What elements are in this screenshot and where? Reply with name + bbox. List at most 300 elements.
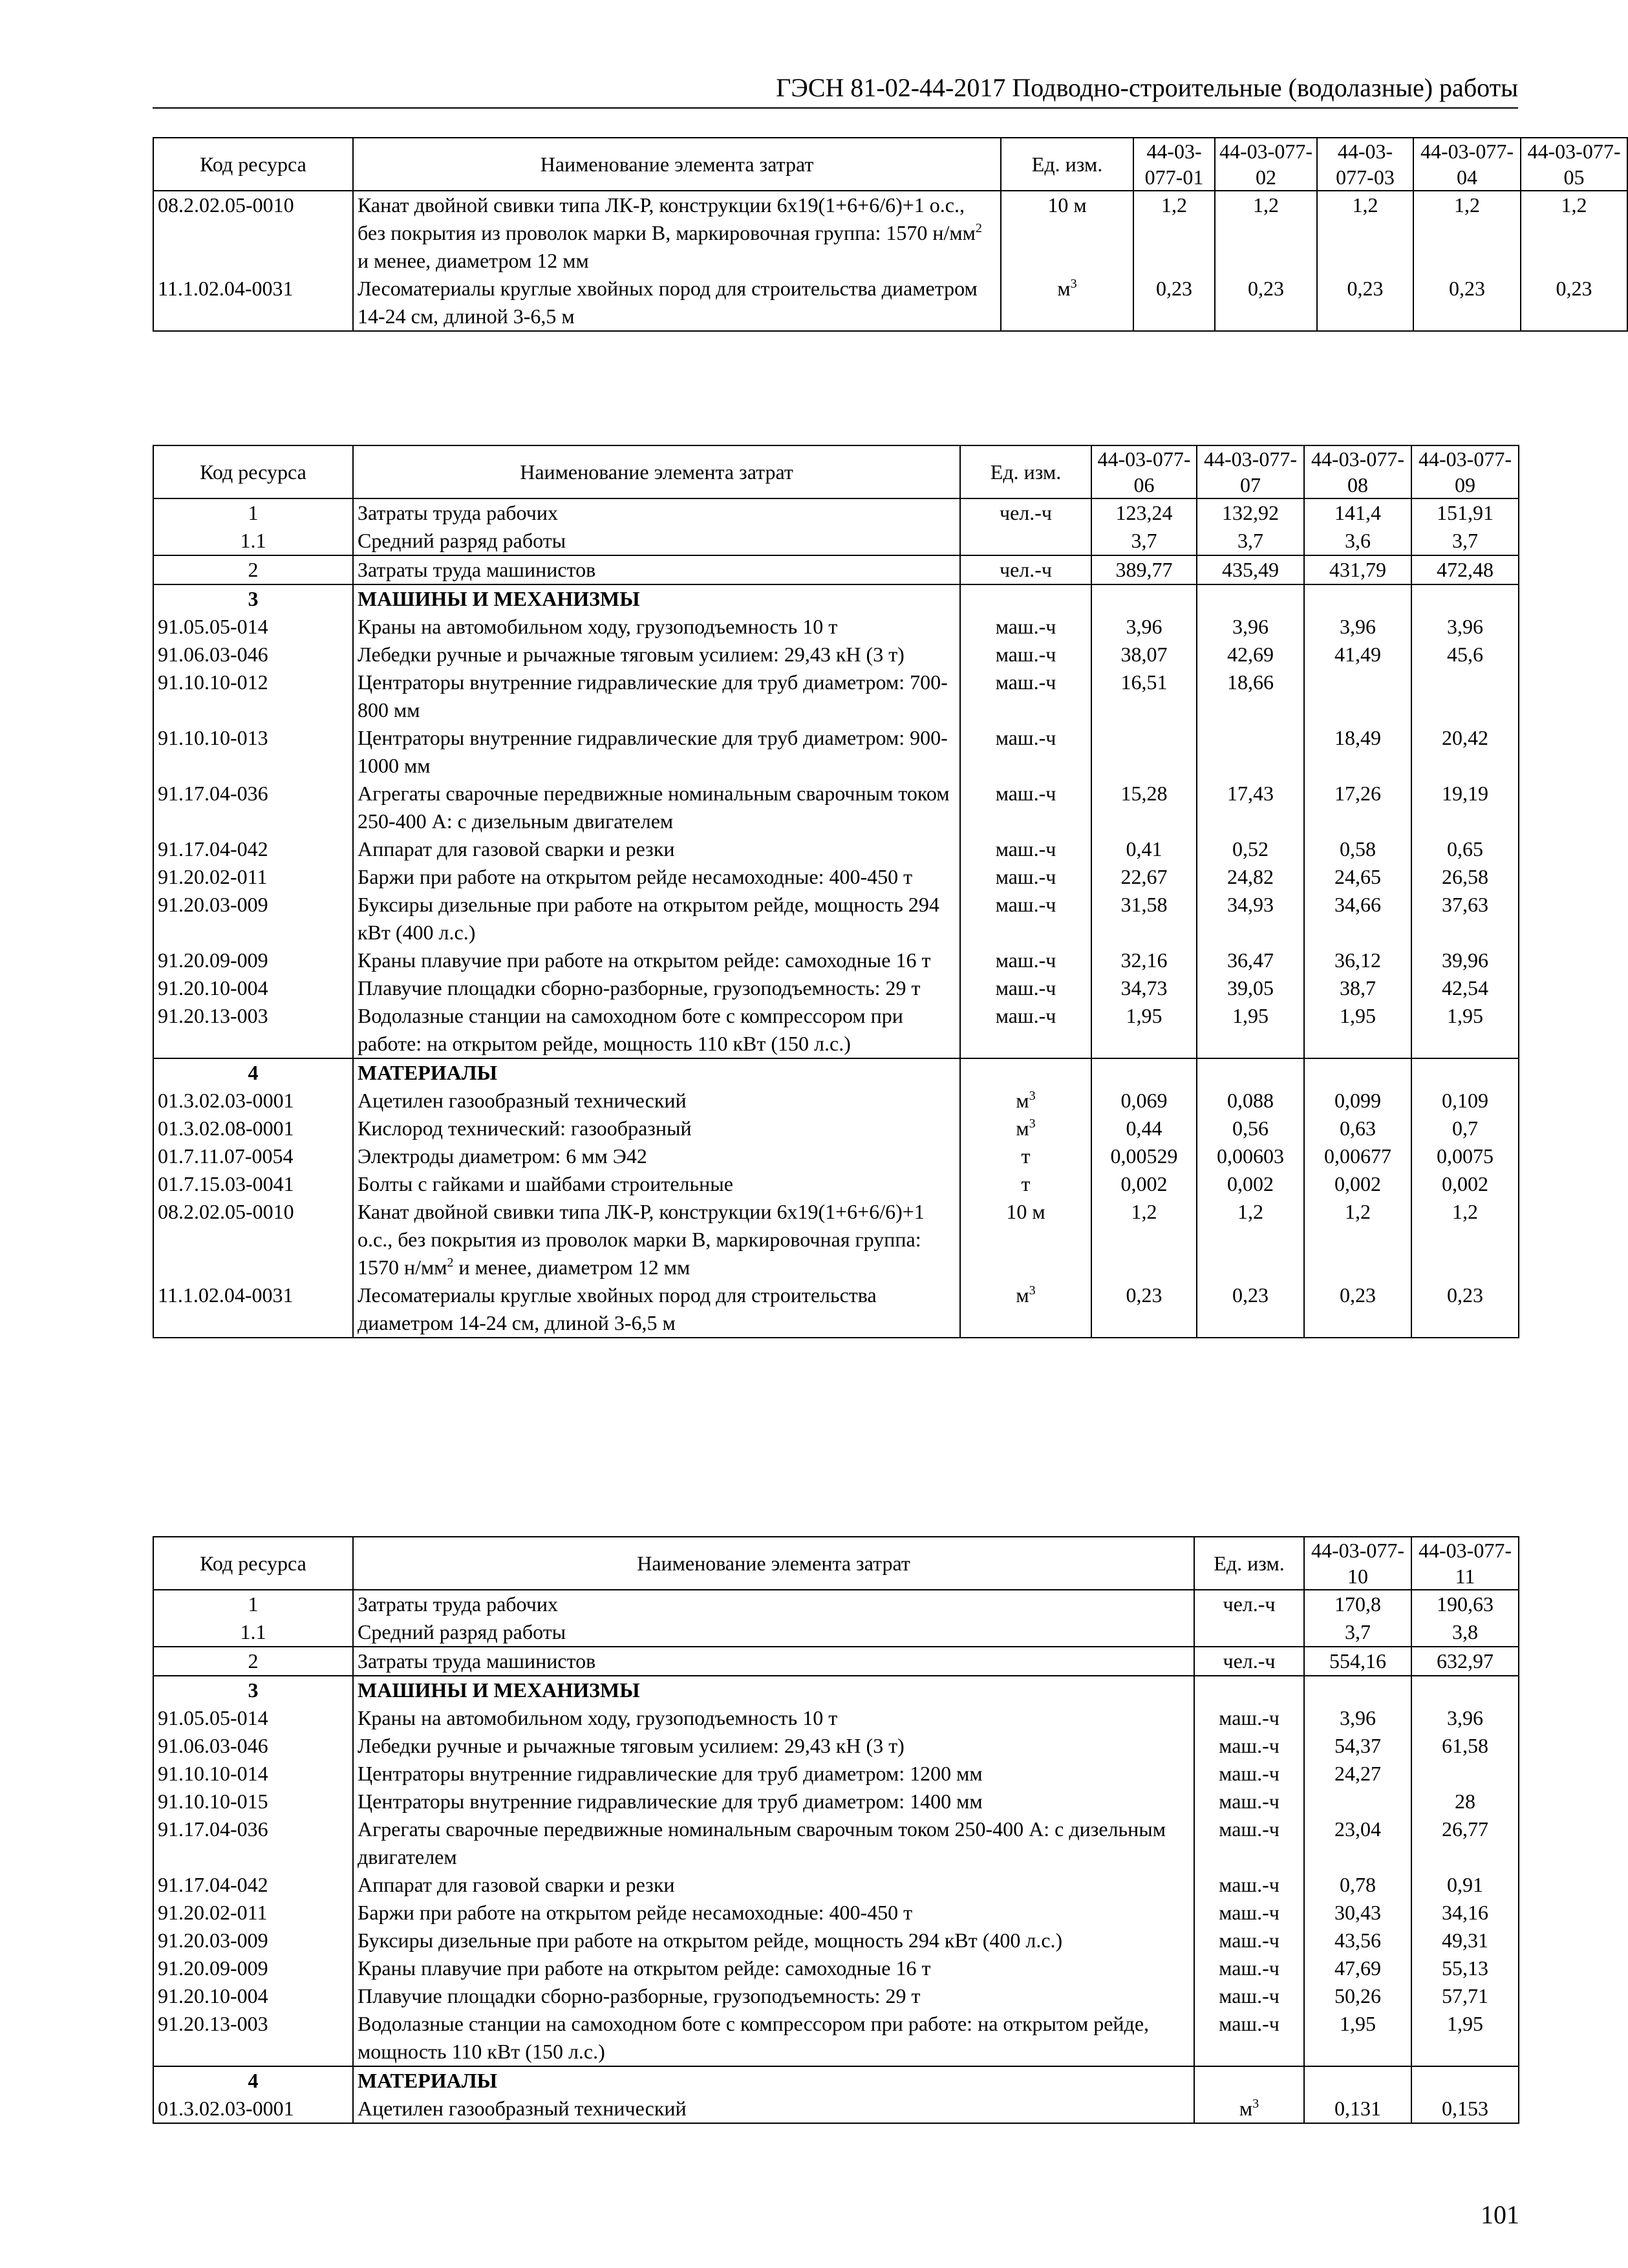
norm-value: 3,96 — [1411, 613, 1519, 641]
norm-value: 45,6 — [1411, 641, 1519, 669]
unit — [960, 584, 1091, 613]
norm-value: 43,56 — [1304, 1927, 1411, 1954]
norm-value: 141,4 — [1304, 498, 1411, 527]
unit: маш.-ч — [960, 1002, 1091, 1058]
cost-element-name: Буксиры дизельные при работе на открытом рейде, мощность 294 кВт (400 л.с.) — [353, 1927, 1194, 1954]
table-row — [153, 1115, 1519, 1142]
norm-value: 1,2 — [1304, 1198, 1411, 1281]
table-row — [153, 974, 1519, 1002]
unit: чел.-ч — [1194, 1647, 1304, 1676]
norm-value: 20,42 — [1411, 724, 1519, 780]
unit: маш.-ч — [1194, 1788, 1304, 1815]
table-row — [153, 891, 1519, 947]
table-header-row — [153, 1537, 1519, 1590]
resource-code: 91.20.02-011 — [153, 863, 353, 891]
table-row — [153, 1647, 1519, 1676]
resource-code: 01.3.02.03-0001 — [153, 2095, 353, 2123]
col-code-header: Код ресурса — [153, 138, 353, 191]
norm-value — [1411, 1676, 1519, 1704]
table-row — [153, 191, 1627, 275]
col-norm-header: 44-03-077-05 — [1521, 138, 1627, 191]
table-row — [153, 669, 1519, 724]
norm-value: 0,44 — [1091, 1115, 1197, 1142]
resource-table-3 — [153, 1536, 1519, 2124]
norm-value: 389,77 — [1091, 555, 1197, 584]
table-row — [153, 1198, 1519, 1281]
norm-value — [1091, 724, 1197, 780]
cost-element-name: Центраторы внутренние гидравлические для труб диаметром: 1200 мм — [353, 1760, 1194, 1788]
norm-value: 0,069 — [1091, 1087, 1197, 1115]
norm-value: 0,131 — [1304, 2095, 1411, 2123]
table-row — [153, 584, 1519, 613]
norm-value: 1,2 — [1197, 1198, 1304, 1281]
resource-code: 3 — [153, 1676, 353, 1704]
unit: маш.-ч — [1194, 1704, 1304, 1732]
table-row — [153, 1590, 1519, 1618]
unit: маш.-ч — [960, 613, 1091, 641]
norm-value: 3,6 — [1304, 527, 1411, 555]
unit: маш.-ч — [1194, 1732, 1304, 1760]
cost-element-name: Лесоматериалы круглые хвойных пород для строительства диаметром 14-24 см, длиной 3-6,5 м — [353, 1281, 960, 1338]
cost-element-name: Центраторы внутренние гидравлические для труб диаметром: 900-1000 мм — [353, 724, 960, 780]
resource-code: 11.1.02.04-0031 — [153, 1281, 353, 1338]
table-row — [153, 780, 1519, 835]
norm-value: 42,69 — [1197, 641, 1304, 669]
norm-value: 19,19 — [1411, 780, 1519, 835]
cost-element-name: МАШИНЫ И МЕХАНИЗМЫ — [353, 584, 960, 613]
unit: маш.-ч — [1194, 1982, 1304, 2010]
norm-value: 15,28 — [1091, 780, 1197, 835]
table-row — [153, 641, 1519, 669]
cost-element-name: Затраты труда машинистов — [353, 555, 960, 584]
norm-value: 34,16 — [1411, 1899, 1519, 1927]
table-body — [153, 498, 1519, 1338]
page-number: 101 — [1481, 2200, 1519, 2229]
norm-value — [1304, 584, 1411, 613]
norm-value — [1411, 584, 1519, 613]
cost-element-name: Лебедки ручные и рычажные тяговым усилием: 29,43 кН (3 т) — [353, 641, 960, 669]
norm-value: 49,31 — [1411, 1927, 1519, 1954]
norm-value: 0,23 — [1133, 275, 1215, 331]
resource-code: 91.20.13-003 — [153, 1002, 353, 1058]
norm-value: 632,97 — [1411, 1647, 1519, 1676]
norm-value: 1,95 — [1304, 2010, 1411, 2066]
col-norm-header: 44-03-077-04 — [1413, 138, 1521, 191]
col-norm-header: 44-03-077-07 — [1197, 445, 1304, 498]
norm-value: 3,7 — [1411, 527, 1519, 555]
resource-code: 01.7.15.03-0041 — [153, 1170, 353, 1198]
cost-element-name: Краны на автомобильном ходу, грузоподъемность 10 т — [353, 613, 960, 641]
resource-code: 1 — [153, 1590, 353, 1618]
norm-value: 47,69 — [1304, 1954, 1411, 1982]
norm-value: 190,63 — [1411, 1590, 1519, 1618]
norm-value: 34,66 — [1304, 891, 1411, 947]
cost-element-name: Краны плавучие при работе на открытом рейде: самоходные 16 т — [353, 1954, 1194, 1982]
norm-value: 36,47 — [1197, 947, 1304, 974]
norm-value — [1411, 2066, 1519, 2095]
cost-element-name: Затраты труда рабочих — [353, 498, 960, 527]
col-unit-header: Ед. изм. — [1001, 138, 1133, 191]
cost-element-name: Плавучие площадки сборно-разборные, грузоподъемность: 29 т — [353, 1982, 1194, 2010]
norm-value: 34,73 — [1091, 974, 1197, 1002]
unit: $м^3$ — [960, 1281, 1091, 1338]
norm-value: 0,91 — [1411, 1871, 1519, 1899]
resource-code: 08.2.02.05-0010 — [153, 1198, 353, 1281]
resource-code: 01.3.02.03-0001 — [153, 1087, 353, 1115]
norm-value: 54,37 — [1304, 1732, 1411, 1760]
table-row — [153, 947, 1519, 974]
norm-value: 1,95 — [1197, 1002, 1304, 1058]
cost-element-name: МАШИНЫ И МЕХАНИЗМЫ — [353, 1676, 1194, 1704]
norm-value: 31,58 — [1091, 891, 1197, 947]
norm-value: 0,0075 — [1411, 1142, 1519, 1170]
table-row — [153, 1899, 1519, 1927]
norm-value: 3,96 — [1091, 613, 1197, 641]
norm-value: 57,71 — [1411, 1982, 1519, 2010]
norm-value: 1,2 — [1215, 191, 1317, 275]
norm-value: 0,002 — [1304, 1170, 1411, 1198]
unit: маш.-ч — [960, 891, 1091, 947]
resource-code: 91.05.05-014 — [153, 1704, 353, 1732]
norm-value: 3,96 — [1304, 1704, 1411, 1732]
norm-value: 24,27 — [1304, 1760, 1411, 1788]
resource-code: 2 — [153, 555, 353, 584]
norm-value — [1304, 1788, 1411, 1815]
unit: чел.-ч — [1194, 1590, 1304, 1618]
norm-value: 17,26 — [1304, 780, 1411, 835]
cost-element-name: Средний разряд работы — [353, 1618, 1194, 1647]
resource-table-2 — [153, 445, 1519, 1338]
norm-value: 23,04 — [1304, 1815, 1411, 1871]
unit: маш.-ч — [1194, 1899, 1304, 1927]
unit: маш.-ч — [960, 863, 1091, 891]
resource-code: 91.20.10-004 — [153, 974, 353, 1002]
cost-element-name: Аппарат для газовой сварки и резки — [353, 835, 960, 863]
norm-value: 0,23 — [1413, 275, 1521, 331]
norm-value: 0,23 — [1215, 275, 1317, 331]
table-row — [153, 1982, 1519, 2010]
cost-element-name: Ацетилен газообразный технический — [353, 2095, 1194, 2123]
table-row — [153, 835, 1519, 863]
col-norm-header: 44-03-077-11 — [1411, 1537, 1519, 1590]
resource-code: 1 — [153, 498, 353, 527]
cost-element-name: Краны плавучие при работе на открытом рейде: самоходные 16 т — [353, 947, 960, 974]
cost-element-name: Плавучие площадки сборно-разборные, грузоподъемность: 29 т — [353, 974, 960, 1002]
table-row — [153, 1142, 1519, 1170]
unit: $м^3$ — [1001, 275, 1133, 331]
norm-value — [1411, 1760, 1519, 1788]
resource-code: 91.17.04-042 — [153, 1871, 353, 1899]
cost-element-name: Лебедки ручные и рычажные тяговым усилием: 29,43 кН (3 т) — [353, 1732, 1194, 1760]
unit: маш.-ч — [1194, 1871, 1304, 1899]
page-header: ГЭСН 81-02-44-2017 Подводно-строительные (водолазные) работы — [153, 71, 1518, 109]
cost-element-name: Средний разряд работы — [353, 527, 960, 555]
unit: маш.-ч — [960, 669, 1091, 724]
cost-element-name: Кислород технический: газообразный — [353, 1115, 960, 1142]
resource-code: 91.17.04-036 — [153, 780, 353, 835]
norm-value: 1,95 — [1411, 2010, 1519, 2066]
norm-value: 1,2 — [1133, 191, 1215, 275]
norm-value: 39,96 — [1411, 947, 1519, 974]
resource-code: 91.10.10-012 — [153, 669, 353, 724]
table-row — [153, 527, 1519, 555]
unit: маш.-ч — [960, 947, 1091, 974]
table-row — [153, 1788, 1519, 1815]
norm-value: 55,13 — [1411, 1954, 1519, 1982]
norm-value: 0,23 — [1091, 1281, 1197, 1338]
table-row — [153, 1954, 1519, 1982]
cost-element-name: Центраторы внутренние гидравлические для труб диаметром: 700-800 мм — [353, 669, 960, 724]
norm-value: 26,58 — [1411, 863, 1519, 891]
norm-value: 18,66 — [1197, 669, 1304, 724]
resource-code: 91.20.09-009 — [153, 1954, 353, 1982]
resource-code: 4 — [153, 2066, 353, 2095]
resource-code: 91.17.04-036 — [153, 1815, 353, 1871]
col-unit-header: Ед. изм. — [960, 445, 1091, 498]
norm-value: 0,7 — [1411, 1115, 1519, 1142]
norm-value: 0,65 — [1411, 835, 1519, 863]
norm-value — [1411, 1058, 1519, 1087]
norm-value — [1304, 1058, 1411, 1087]
norm-value: 61,58 — [1411, 1732, 1519, 1760]
norm-value: 0,56 — [1197, 1115, 1304, 1142]
col-norm-header: 44-03-077-02 — [1215, 138, 1317, 191]
unit: маш.-ч — [1194, 1760, 1304, 1788]
resource-code: 91.20.03-009 — [153, 1927, 353, 1954]
norm-value: 37,63 — [1411, 891, 1519, 947]
resource-code: 91.20.09-009 — [153, 947, 353, 974]
resource-code: 2 — [153, 1647, 353, 1676]
norm-value: 0,002 — [1197, 1170, 1304, 1198]
norm-value: 30,43 — [1304, 1899, 1411, 1927]
norm-value — [1091, 584, 1197, 613]
table-body — [153, 191, 1627, 331]
norm-value: 26,77 — [1411, 1815, 1519, 1871]
unit: $м^3$ — [960, 1087, 1091, 1115]
norm-value: 3,7 — [1091, 527, 1197, 555]
norm-value — [1304, 1676, 1411, 1704]
unit: $м^3$ — [960, 1115, 1091, 1142]
norm-value: 1,2 — [1317, 191, 1413, 275]
col-name-header: Наименование элемента затрат — [353, 445, 960, 498]
norm-value: 42,54 — [1411, 974, 1519, 1002]
unit — [1194, 1618, 1304, 1647]
table-row — [153, 1815, 1519, 1871]
unit: маш.-ч — [960, 780, 1091, 835]
unit: т — [960, 1142, 1091, 1170]
norm-value: 0,23 — [1521, 275, 1627, 331]
table-row — [153, 613, 1519, 641]
norm-value: 3,8 — [1411, 1618, 1519, 1647]
norm-value: 16,51 — [1091, 669, 1197, 724]
norm-value: 50,26 — [1304, 1982, 1411, 2010]
norm-value: 0,63 — [1304, 1115, 1411, 1142]
unit: маш.-ч — [960, 974, 1091, 1002]
cost-element-name: Буксиры дизельные при работе на открытом рейде, мощность 294 кВт (400 л.с.) — [353, 891, 960, 947]
norm-value: 0,099 — [1304, 1087, 1411, 1115]
table-row — [153, 1281, 1519, 1338]
unit: 10 м — [960, 1198, 1091, 1281]
cost-element-name: Баржи при работе на открытом рейде несамоходные: 400-450 т — [353, 1899, 1194, 1927]
table-row — [153, 1927, 1519, 1954]
norm-value — [1304, 669, 1411, 724]
cost-element-name: Затраты труда рабочих — [353, 1590, 1194, 1618]
norm-value: 41,49 — [1304, 641, 1411, 669]
unit — [1194, 1676, 1304, 1704]
resource-code: 01.7.11.07-0054 — [153, 1142, 353, 1170]
norm-value: 1,2 — [1411, 1198, 1519, 1281]
table-row — [153, 2095, 1519, 2123]
norm-value: 0,088 — [1197, 1087, 1304, 1115]
norm-value: 0,153 — [1411, 2095, 1519, 2123]
norm-value: 0,00603 — [1197, 1142, 1304, 1170]
cost-element-name: Агрегаты сварочные передвижные номинальным сварочным током 250-400 А: с дизельным двигателем — [353, 1815, 1194, 1871]
table-row — [153, 1871, 1519, 1899]
resource-code: 08.2.02.05-0010 — [153, 191, 353, 275]
cost-element-name: Баржи при работе на открытом рейде несамоходные: 400-450 т — [353, 863, 960, 891]
unit: маш.-ч — [1194, 2010, 1304, 2066]
resource-code: 91.17.04-042 — [153, 835, 353, 863]
norm-value: 0,23 — [1197, 1281, 1304, 1338]
unit: 10 м — [1001, 191, 1133, 275]
unit: маш.-ч — [960, 641, 1091, 669]
norm-value: 3,7 — [1304, 1618, 1411, 1647]
cost-element-name: МАТЕРИАЛЫ — [353, 2066, 1194, 2095]
norm-value: 170,8 — [1304, 1590, 1411, 1618]
table-row — [153, 724, 1519, 780]
resource-code: 91.05.05-014 — [153, 613, 353, 641]
resource-code: 91.06.03-046 — [153, 641, 353, 669]
resource-code: 91.20.02-011 — [153, 1899, 353, 1927]
norm-value: 435,49 — [1197, 555, 1304, 584]
norm-value: 0,00529 — [1091, 1142, 1197, 1170]
col-code-header: Код ресурса — [153, 445, 353, 498]
unit: т — [960, 1170, 1091, 1198]
cost-element-name: МАТЕРИАЛЫ — [353, 1058, 960, 1087]
norm-value: 0,52 — [1197, 835, 1304, 863]
resource-table-1 — [153, 137, 1628, 332]
norm-value: 24,65 — [1304, 863, 1411, 891]
unit — [960, 527, 1091, 555]
col-norm-header: 44-03-077-06 — [1091, 445, 1197, 498]
table-row — [153, 1732, 1519, 1760]
norm-value: 431,79 — [1304, 555, 1411, 584]
resource-code: 3 — [153, 584, 353, 613]
norm-value: 1,95 — [1091, 1002, 1197, 1058]
unit — [1194, 2066, 1304, 2095]
table-row — [153, 1760, 1519, 1788]
norm-value: 0,58 — [1304, 835, 1411, 863]
norm-value: 1,2 — [1091, 1198, 1197, 1281]
norm-value — [1411, 669, 1519, 724]
table-body — [153, 1590, 1519, 2123]
unit: маш.-ч — [1194, 1927, 1304, 1954]
col-unit-header: Ед. изм. — [1194, 1537, 1304, 1590]
col-norm-header: 44-03-077-03 — [1317, 138, 1413, 191]
norm-value: 132,92 — [1197, 498, 1304, 527]
norm-value: 17,43 — [1197, 780, 1304, 835]
cost-element-name: Болты с гайками и шайбами строительные — [353, 1170, 960, 1198]
resource-code: 91.10.10-013 — [153, 724, 353, 780]
norm-value: 0,78 — [1304, 1871, 1411, 1899]
norm-value: 32,16 — [1091, 947, 1197, 974]
norm-value: 151,91 — [1411, 498, 1519, 527]
norm-value: 1,95 — [1304, 1002, 1411, 1058]
norm-value: 34,93 — [1197, 891, 1304, 947]
resource-code: 91.10.10-014 — [153, 1760, 353, 1788]
table-row — [153, 1618, 1519, 1647]
norm-value — [1197, 1058, 1304, 1087]
norm-value: 1,2 — [1413, 191, 1521, 275]
cost-element-name: Краны на автомобильном ходу, грузоподъемность 10 т — [353, 1704, 1194, 1732]
norm-value: 0,109 — [1411, 1087, 1519, 1115]
table-row — [153, 2066, 1519, 2095]
norm-value: 472,48 — [1411, 555, 1519, 584]
col-name-header: Наименование элемента затрат — [353, 138, 1001, 191]
norm-value: 38,07 — [1091, 641, 1197, 669]
col-name-header: Наименование элемента затрат — [353, 1537, 1194, 1590]
norm-value — [1197, 584, 1304, 613]
unit: маш.-ч — [960, 835, 1091, 863]
cost-element-name: Аппарат для газовой сварки и резки — [353, 1871, 1194, 1899]
norm-value: 28 — [1411, 1788, 1519, 1815]
norm-value: 0,41 — [1091, 835, 1197, 863]
cost-element-name: Канат двойной свивки типа ЛК-Р, конструкции 6х19(1+6+6/6)+1 о.с., без покрытия из проволок марки В, маркировочная группа: 1570 $н/мм^2$ и менее, диаметром 12 мм — [353, 1198, 960, 1281]
table-row — [153, 1704, 1519, 1732]
cost-element-name: Агрегаты сварочные передвижные номинальным сварочным током 250-400 А: с дизельным двигателем — [353, 780, 960, 835]
cost-element-name: Центраторы внутренние гидравлические для труб диаметром: 1400 мм — [353, 1788, 1194, 1815]
norm-value: 3,96 — [1411, 1704, 1519, 1732]
unit: чел.-ч — [960, 498, 1091, 527]
norm-value: 22,67 — [1091, 863, 1197, 891]
norm-value: 24,82 — [1197, 863, 1304, 891]
unit: маш.-ч — [960, 724, 1091, 780]
cost-element-name: Электроды диаметром: 6 мм Э42 — [353, 1142, 960, 1170]
table-row — [153, 1676, 1519, 1704]
norm-value: 0,002 — [1091, 1170, 1197, 1198]
table-row — [153, 2010, 1519, 2066]
cost-element-name: Канат двойной свивки типа ЛК-Р, конструкции 6х19(1+6+6/6)+1 о.с., без покрытия из проволок марки В, маркировочная группа: 1570 $н/мм^2$ и менее, диаметром 12 мм — [353, 191, 1001, 275]
resource-code: 11.1.02.04-0031 — [153, 275, 353, 331]
col-norm-header: 44-03-077-01 — [1133, 138, 1215, 191]
unit: маш.-ч — [1194, 1954, 1304, 1982]
norm-value: 3,96 — [1197, 613, 1304, 641]
cost-element-name: Лесоматериалы круглые хвойных пород для строительства диаметром 14-24 см, длиной 3-6,5 м — [353, 275, 1001, 331]
table-header-row — [153, 445, 1519, 498]
unit — [960, 1058, 1091, 1087]
resource-code: 91.06.03-046 — [153, 1732, 353, 1760]
cost-element-name: Ацетилен газообразный технический — [353, 1087, 960, 1115]
table-row — [153, 555, 1519, 584]
cost-element-name: Водолазные станции на самоходном боте с компрессором при работе: на открытом рейде, мощность 110 кВт (150 л.с.) — [353, 1002, 960, 1058]
norm-value: 0,23 — [1304, 1281, 1411, 1338]
norm-value: 0,23 — [1317, 275, 1413, 331]
unit: $м^3$ — [1194, 2095, 1304, 2123]
table-row — [153, 863, 1519, 891]
norm-value: 123,24 — [1091, 498, 1197, 527]
table-row — [153, 1058, 1519, 1087]
table-row — [153, 1170, 1519, 1198]
norm-value — [1197, 724, 1304, 780]
col-norm-header: 44-03-077-10 — [1304, 1537, 1411, 1590]
table-row — [153, 1087, 1519, 1115]
resource-code: 91.20.03-009 — [153, 891, 353, 947]
norm-value: 36,12 — [1304, 947, 1411, 974]
table-header-row — [153, 138, 1627, 191]
norm-value: 38,7 — [1304, 974, 1411, 1002]
col-code-header: Код ресурса — [153, 1537, 353, 1590]
resource-code: 91.10.10-015 — [153, 1788, 353, 1815]
